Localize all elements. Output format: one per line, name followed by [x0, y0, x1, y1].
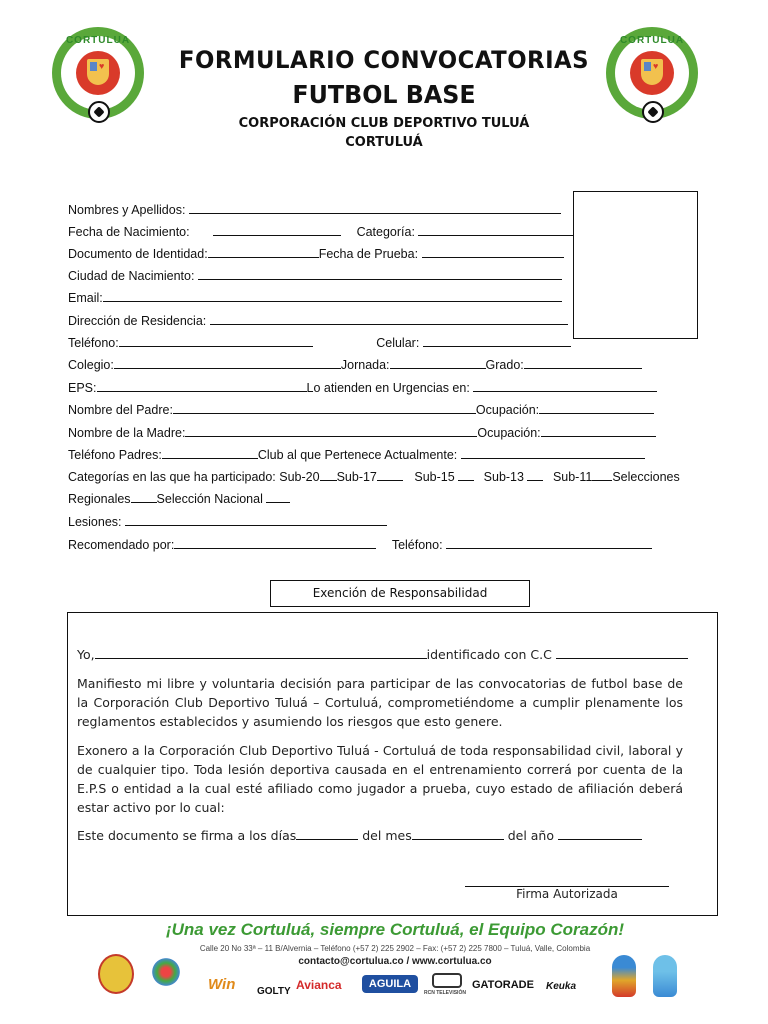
logo-text: CORTULUA [619, 35, 685, 46]
nombres-line[interactable] [189, 201, 561, 214]
club-short-name: CORTULUÁ [345, 135, 423, 150]
footer-contact[interactable]: contacto@cortulua.co / www.cortulua.co [298, 956, 492, 967]
trophy-icon [653, 955, 677, 997]
field-fecha-nacimiento[interactable]: Fecha de Nacimiento: Categoría: [68, 223, 574, 239]
sponsor-rcn: RCN TELEVISIÓN [424, 990, 466, 996]
field-direccion[interactable]: Dirección de Residencia: [68, 312, 568, 328]
footer-address: Calle 20 No 33ª – 11 B/Alvernia – Teléfono (+57 2) 225 2902 – Fax: (+57 2) 225 7800 – Tuluá, Valle, Colombia [199, 944, 591, 953]
sponsor-aguila: AGUILA [362, 975, 418, 993]
field-categorias[interactable]: Categorías en las que ha participado: Sub-20 Sub-17 Sub-15 Sub-13 Sub-11 Selecciones [68, 470, 680, 484]
trophy-icon [612, 955, 636, 997]
photo-box[interactable] [573, 191, 698, 339]
field-email[interactable]: Email: [68, 289, 562, 305]
signature-label: Firma Autorizada [516, 887, 618, 901]
field-recomendado[interactable]: Recomendado por: Teléfono: [68, 536, 652, 552]
field-ciudad[interactable]: Ciudad de Nacimiento: [68, 267, 562, 283]
exencion-paragraph-2: Exonero a la Corporación Club Deportivo Tuluá - Cortuluá de toda responsabilidad civil, laboral y de cualquier tipo. Toda lesión deportiva causada en el entrenamiento correrá por cuenta de la E.P.S o entidad a la cual esté afiliado como jugador a prueba, cuyo estado de afiliación deberá estar activo por lo cual: [77, 743, 683, 815]
field-colegio[interactable]: Colegio: Jornada: Grado: [68, 356, 642, 372]
logo-text: CORTULUA [65, 35, 131, 46]
club-logo-right: CORTULUA ♥ [606, 27, 698, 119]
soccer-ball-icon [642, 101, 664, 123]
field-telefono-padres[interactable]: Teléfono Padres: Club al que Pertenece Actualmente: [68, 446, 645, 462]
exencion-yo-line[interactable]: Yo, identificado con C.C [77, 646, 688, 662]
form-title-line2: FUTBOL BASE [292, 80, 476, 109]
exencion-title: Exención de Responsabilidad [270, 580, 530, 607]
federation-logo [98, 954, 134, 994]
sponsor-avianca: Avianca [296, 978, 342, 992]
sponsor-win: Win [208, 976, 236, 993]
soccer-ball-icon [88, 101, 110, 123]
field-padre[interactable]: Nombre del Padre: Ocupación: [68, 401, 654, 417]
exencion-paragraph-1: Manifiesto mi libre y voluntaria decisión para participar de las convocatorias de futbol base de la Corporación Club Deportivo Tuluá – Cortuluá, comprometiéndome a cumplir plenamente los reglamentos establecidos y asumiendo los riesgos que esto genere. [77, 676, 683, 729]
field-lesiones[interactable]: Lesiones: [68, 513, 387, 529]
field-eps[interactable]: EPS: Lo atienden en Urgencias en: [68, 379, 657, 395]
sponsor-gatorade: GATORADE [472, 979, 534, 991]
club-logo-left: CORTULUA ♥ [52, 27, 144, 119]
field-nombres[interactable]: Nombres y Apellidos: [68, 201, 561, 217]
rcn-icon [432, 973, 462, 988]
dimayor-logo [150, 956, 182, 988]
club-name: CORPORACIÓN CLUB DEPORTIVO TULUÁ [238, 116, 530, 131]
field-telefono[interactable]: Teléfono: Celular: [68, 334, 571, 350]
field-regionales[interactable]: Regionales Selección Nacional [68, 490, 290, 506]
sponsor-keuka: Keuka [546, 981, 577, 992]
field-madre[interactable]: Nombre de la Madre: Ocupación: [68, 424, 656, 440]
sponsor-golty: GOLTY [257, 986, 291, 997]
footer-slogan: ¡Una vez Cortuluá, siempre Cortuluá, el Equipo Corazón! [165, 920, 625, 939]
exencion-firma-fecha[interactable]: Este documento se firma a los días del mes del año [77, 827, 642, 843]
form-title: FORMULARIO CONVOCATORIAS [178, 46, 590, 74]
field-documento[interactable]: Documento de Identidad: Fecha de Prueba: [68, 245, 564, 261]
